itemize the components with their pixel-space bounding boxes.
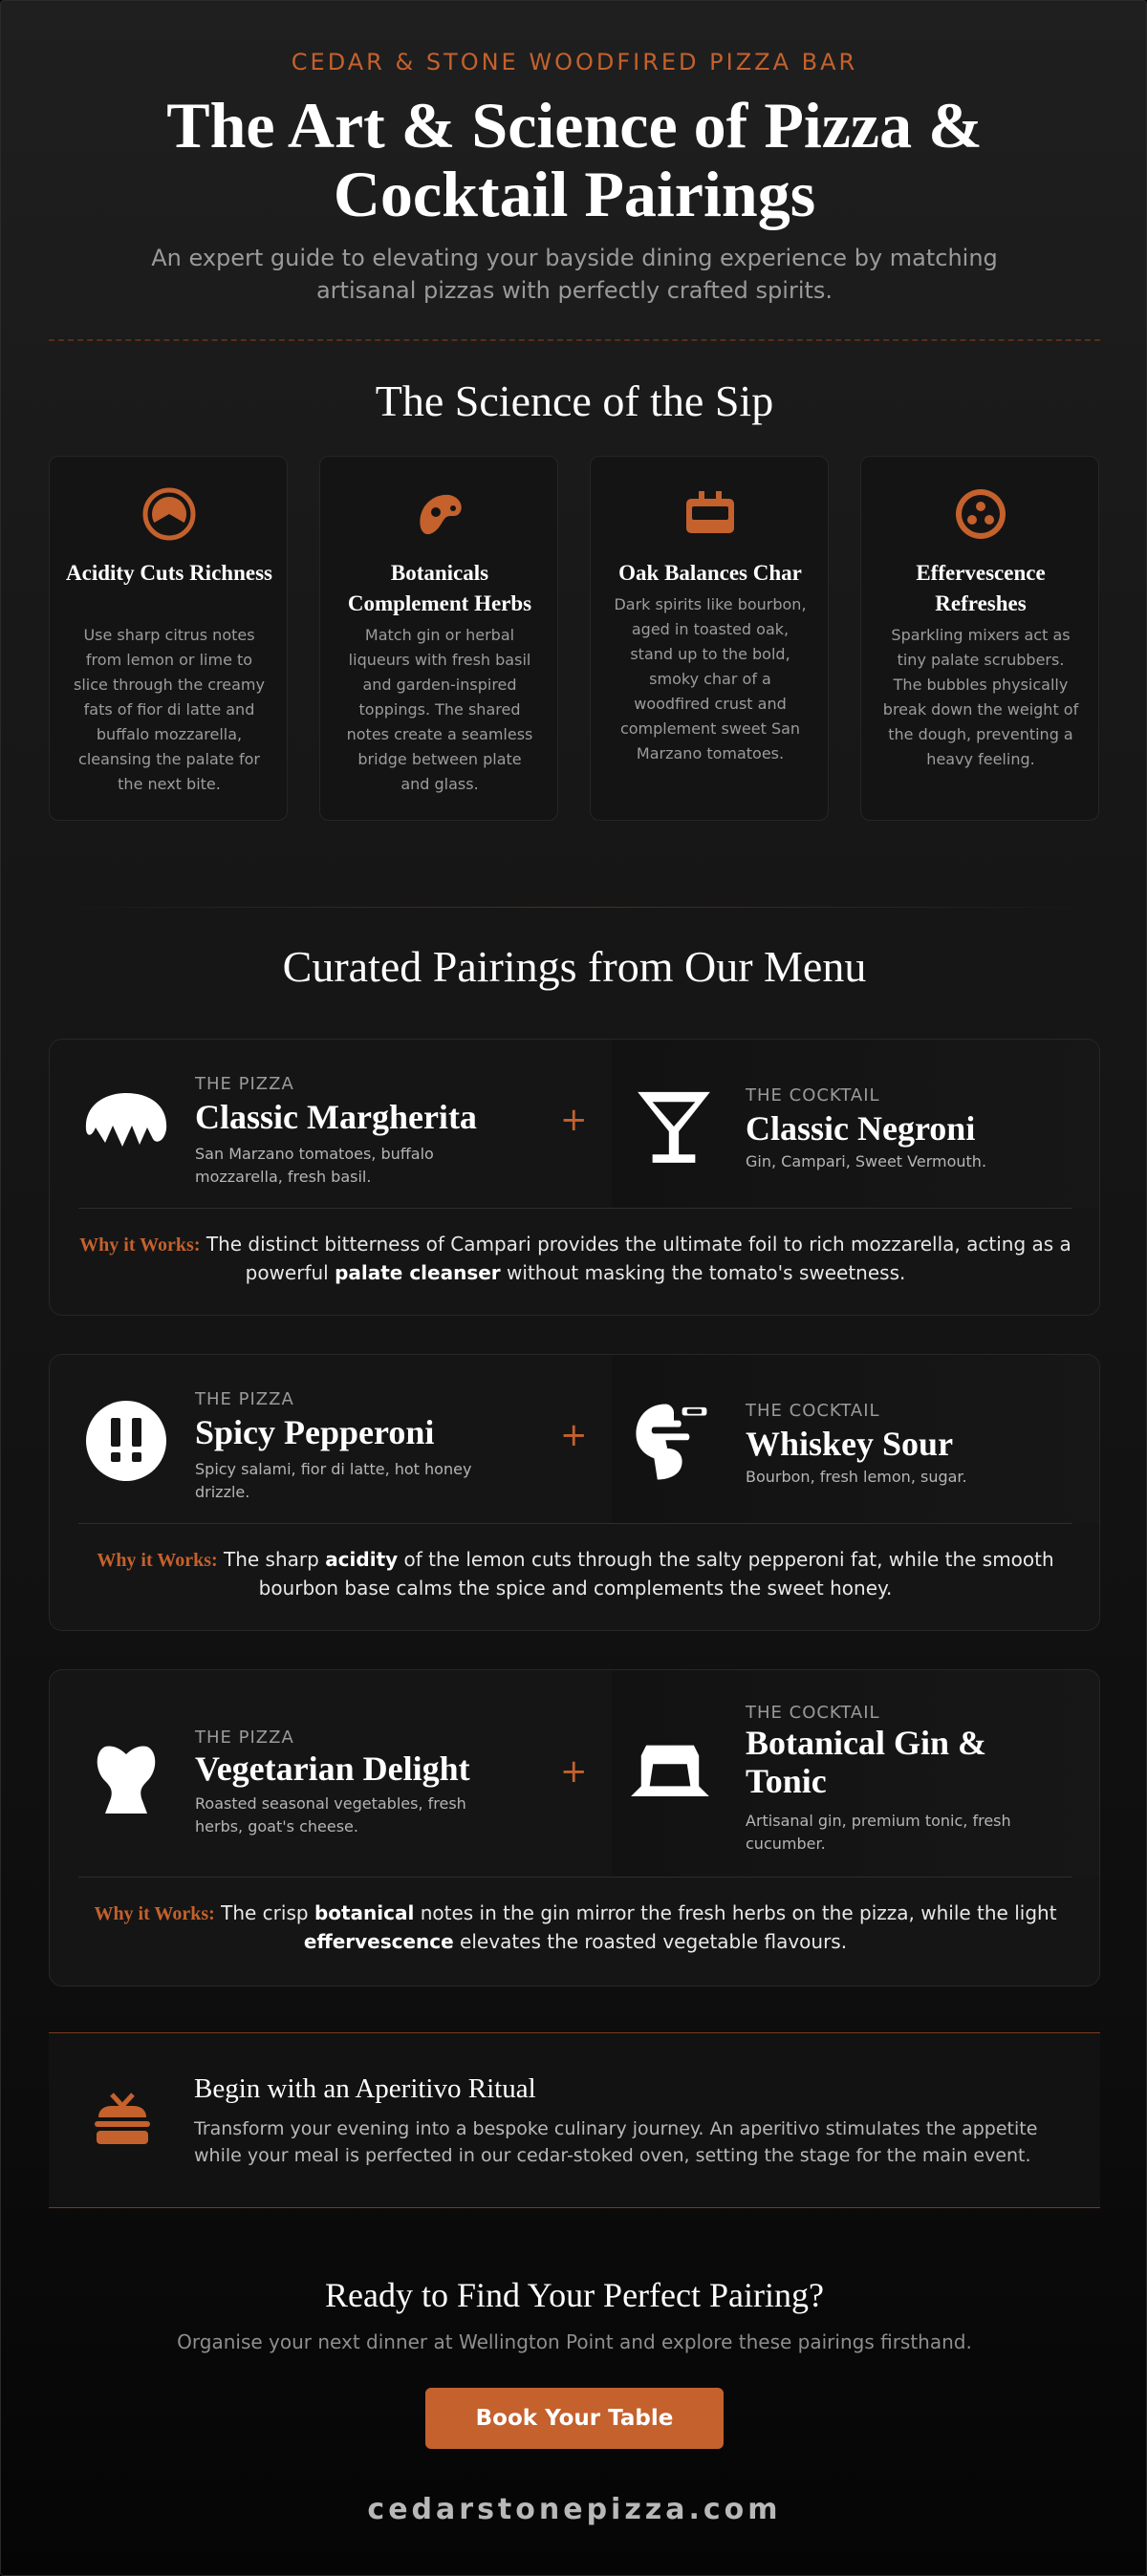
why-text: The distinct bitterness of Campari provides the ultimate foil to rich mozzarella, acting as a powerful xyxy=(206,1233,1071,1284)
page-subtitle: An expert guide to elevating your bayside dining experience by matching artisanal pizzas with perfectly crafted spirits. xyxy=(151,245,998,304)
science-card-body: Match gin or herbal liqueurs with fresh basil and garden-inspired toppings. The shared notes create a seamless bridge between plate and glass. xyxy=(346,626,533,793)
why-emphasis: palate cleanser xyxy=(335,1261,501,1284)
vegetable-icon xyxy=(78,1728,174,1823)
martini-glass-icon xyxy=(633,1085,715,1168)
pairing-card-vegetarian xyxy=(49,1669,1100,1986)
why-text: notes in the gin mirror the fresh herbs on the pizza, while the light xyxy=(414,1901,1057,1924)
science-card-title: Oak Balances Char xyxy=(618,561,802,585)
pizza-kicker: THE PIZZA xyxy=(195,1074,294,1094)
science-card-body: Use sharp citrus notes from lemon or lime to slice through the creamy fats of fior di latte and buffalo mozzarella, cleansing the palate for the next bite. xyxy=(74,626,265,793)
science-card-oak xyxy=(590,456,829,821)
book-table-button[interactable]: Book Your Table xyxy=(425,2388,724,2449)
cta-title: Ready to Find Your Perfect Pairing? xyxy=(325,2276,824,2314)
cocktail-name: Botanical Gin & Tonic xyxy=(746,1724,987,1800)
cta-subtitle: Organise your next dinner at Wellington Point and explore these pairings firsthand. xyxy=(177,2330,972,2353)
science-card-acidity xyxy=(49,456,288,821)
pairing-divider xyxy=(78,1877,1072,1878)
pairing-divider xyxy=(78,1208,1072,1209)
cocktail-kicker: THE COCKTAIL xyxy=(746,1085,880,1106)
page-title xyxy=(1,91,1147,228)
why-text: The sharp xyxy=(224,1548,326,1571)
herb-leaf-icon xyxy=(411,485,468,543)
cocktail-description: Artisanal gin, premium tonic, fresh cucumber. xyxy=(746,1812,1011,1853)
why-text: without masking the tomato's sweetness. xyxy=(500,1261,906,1284)
cocktail-description: Bourbon, fresh lemon, sugar. xyxy=(746,1468,967,1486)
science-card-title: Acidity Cuts Richness xyxy=(66,561,272,585)
science-card-botanicals xyxy=(319,456,558,821)
science-card-effervescence xyxy=(860,456,1099,821)
whiskey-glass-icon xyxy=(633,1401,715,1483)
pairing-card-pepperoni xyxy=(49,1354,1100,1631)
why-text: of the lemon cuts through the salty pepperoni fat, while the smooth bourbon base calms the spice and complements the sweet honey. xyxy=(258,1548,1054,1599)
pizza-kicker: THE PIZZA xyxy=(195,1728,294,1748)
why-text: The crisp xyxy=(221,1901,314,1924)
oak-barrel-icon xyxy=(682,485,739,543)
pizza-description: Spicy salami, fior di latte, hot honey drizzle. xyxy=(195,1460,472,1501)
why-text: elevates the roasted vegetable flavours. xyxy=(453,1930,848,1953)
lemon-slice-icon xyxy=(141,485,198,543)
pairing-card-margherita xyxy=(49,1039,1100,1316)
aperitivo-tray-icon xyxy=(89,2085,156,2152)
science-card-title: Botanicals Complement Herbs xyxy=(347,561,532,615)
science-cards xyxy=(49,456,1100,821)
pairing-divider xyxy=(78,1523,1072,1524)
gin-tonic-icon xyxy=(627,1735,713,1812)
pizza-description: Roasted seasonal vegetables, fresh herbs, goat's cheese. xyxy=(195,1794,466,1835)
page-title-line-1: The Art & Science of Pizza & xyxy=(166,89,983,161)
pizza-name: Vegetarian Delight xyxy=(195,1750,470,1788)
why-it-works xyxy=(78,1900,1072,1956)
pizza-name: Spicy Pepperoni xyxy=(195,1413,435,1451)
why-it-works xyxy=(78,1546,1072,1602)
pizza-slice-icon xyxy=(78,1078,174,1173)
pairings-heading: Curated Pairings from Our Menu xyxy=(282,942,867,991)
ritual-body: Transform your evening into a bespoke culinary journey. An aperitivo stimulates the appetite while your meal is perfected in our cedar-stoked oven, setting the stage for the main event. xyxy=(194,2118,1038,2166)
cocktail-description: Gin, Campari, Sweet Vermouth. xyxy=(746,1152,987,1170)
pizza-kicker: THE PIZZA xyxy=(195,1389,294,1409)
why-it-works xyxy=(78,1231,1072,1287)
header xyxy=(1,49,1147,307)
pepperoni-icon xyxy=(78,1393,174,1489)
pizza-name: Classic Margherita xyxy=(195,1098,477,1136)
aperitivo-ritual xyxy=(49,2032,1100,2208)
footer-website-link[interactable]: cedarstonepizza.com xyxy=(367,2493,782,2526)
cocktail-name: Classic Negroni xyxy=(746,1109,976,1148)
why-emphasis: botanical xyxy=(314,1901,415,1924)
page-title-line-2: Cocktail Pairings xyxy=(333,158,816,230)
science-card-title: Effervescence Refreshes xyxy=(916,561,1046,615)
why-label: Why it Works: xyxy=(94,1903,215,1924)
why-emphasis: acidity xyxy=(325,1548,399,1571)
cocktail-kicker: THE COCKTAIL xyxy=(746,1401,880,1421)
plus-sign: + xyxy=(560,1416,588,1454)
ritual-title: Begin with an Aperitivo Ritual xyxy=(194,2073,536,2104)
why-emphasis: effervescence xyxy=(303,1930,454,1953)
science-heading: The Science of the Sip xyxy=(375,376,774,425)
header-divider xyxy=(49,339,1100,341)
plus-sign: + xyxy=(560,1101,588,1139)
bubbles-icon xyxy=(952,485,1009,543)
pizza-description: San Marzano tomatoes, buffalo mozzarella, fresh basil. xyxy=(195,1145,434,1186)
science-card-body: Sparkling mixers act as tiny palate scrubbers. The bubbles physically break down the weight of the dough, preventing a heavy feeling. xyxy=(882,626,1079,768)
science-card-body: Dark spirits like bourbon, aged in toasted oak, stand up to the bold, smoky char of a woodfired crust and complement sweet San Marzano tomatoes. xyxy=(614,595,807,762)
why-label: Why it Works: xyxy=(79,1234,201,1256)
why-label: Why it Works: xyxy=(97,1550,218,1571)
brand-eyebrow: CEDAR & STONE WOODFIRED PIZZA BAR xyxy=(291,49,858,75)
plus-sign: + xyxy=(560,1752,588,1791)
cocktail-kicker: THE COCKTAIL xyxy=(746,1703,880,1723)
cocktail-name: Whiskey Sour xyxy=(746,1425,954,1463)
section-divider xyxy=(49,907,1100,908)
